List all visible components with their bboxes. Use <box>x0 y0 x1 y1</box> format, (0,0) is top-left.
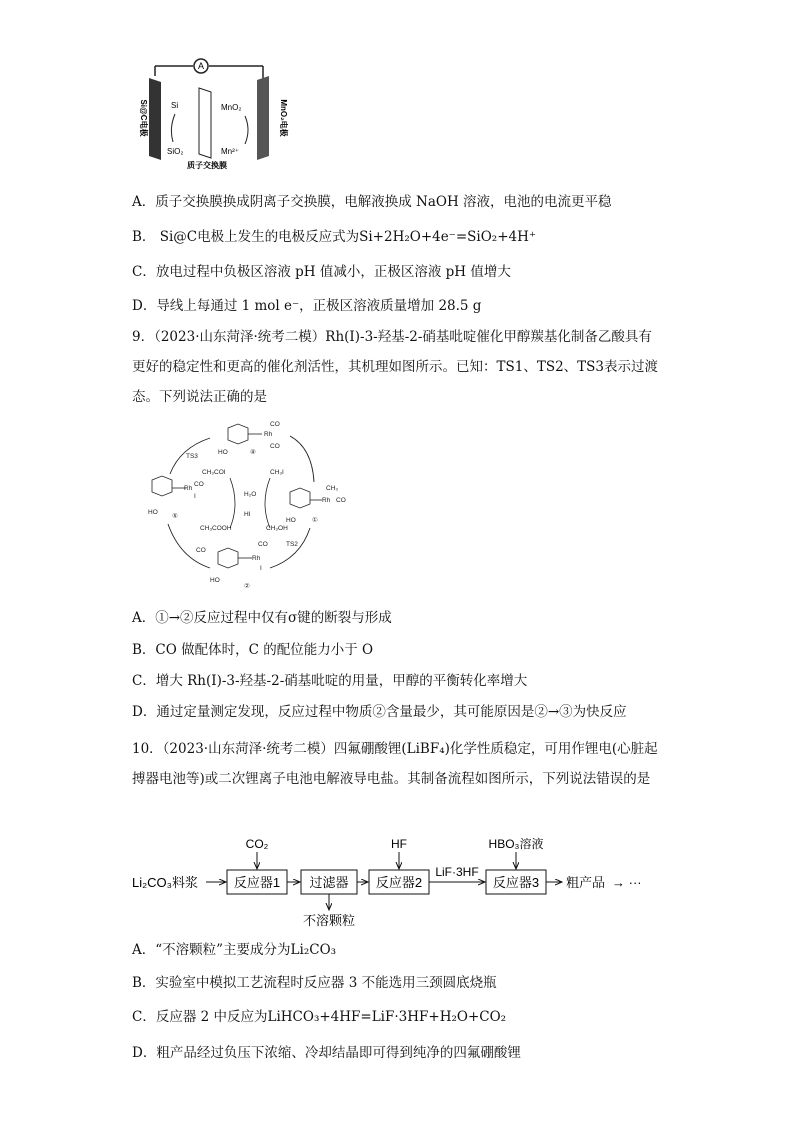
q9-option-c: C．增大 Rh(I)-3-羟基-2-硝基吡啶的用量，甲醇的平衡转化率增大 <box>132 673 528 689</box>
co-cycle-label: CO <box>196 547 206 554</box>
flow-residue: 不溶颗粒 <box>302 913 356 928</box>
ts2-label: TS2 <box>286 541 298 548</box>
q9-option-a: A．①→②反应过程中仅有σ键的断裂与形成 <box>132 610 392 626</box>
q8-option-d: D．导线上每通过 1 mol e⁻，正极区溶液质量增加 28.5 g <box>132 298 482 314</box>
mno2-label: MnO₂ <box>221 103 242 112</box>
n5-label: ⑤ <box>172 513 178 520</box>
q9-option-d: D．通过定量测定发现，反应过程中物质②含量最少，其可能原因是②→③为快反应 <box>132 704 627 720</box>
mn2-label: Mn²⁺ <box>221 147 239 156</box>
co-left: CO <box>194 481 204 488</box>
rh-right: Rh <box>322 497 331 504</box>
right-electrode-label: MnO₂电极 <box>279 99 288 137</box>
flow-co2: CO₂ <box>245 837 269 851</box>
ch3oh-label: CH₃OH <box>266 525 288 532</box>
ho-right: HO <box>286 517 296 524</box>
q10-stem: 10．（2023·山东菏泽·统考二模）四氟硼酸锂(LiBF₄)化学性质稳定，可用作锂电(心脏起搏器电池等)或二次锂离子电池电解液导电盐。其制备流程如图所示，下列说法错误的是 <box>132 741 658 787</box>
flow-hf: HF <box>391 837 407 851</box>
flow-r1: 反应器1 <box>233 875 281 890</box>
flow-mid: LiF·3HF <box>435 865 479 879</box>
co-top-2: CO <box>270 443 280 450</box>
q8-option-b: B． Si@C电极上发生的电极反应式为Si+2H₂O+4e⁻=SiO₂+4H⁺ <box>132 229 536 245</box>
ch3-right: CH₃ <box>326 485 339 492</box>
flow-diagram <box>130 830 670 930</box>
mechanism-diagram <box>140 418 360 596</box>
membrane-label: 质子交换膜 <box>187 161 227 170</box>
q9-stem: 9．（2023·山东菏泽·统考二模）Rh(I)-3-羟基-2-硝基吡啶催化甲醇羰基化制备乙酸具有更好的稳定性和更高的催化剂活性，其机理如图所示。已知：TS1、TS2、TS3表示过渡态。下列说法正确的是 <box>132 329 659 405</box>
battery-diagram <box>135 58 295 170</box>
q10-option-b: B．实验室中模拟工艺流程时反应器 3 不能选用三颈圆底烧瓶 <box>132 975 497 991</box>
q10-option-a: A．“不溶颗粒”主要成分为Li₂CO₃ <box>132 942 337 958</box>
h2o-label: H₂O <box>244 491 257 498</box>
co-top-1: CO <box>270 421 280 428</box>
n4-label: ④ <box>250 449 256 456</box>
flow-r2: 反应器2 <box>375 875 423 890</box>
rh-bottom: Rh <box>252 555 261 562</box>
flow-ellipsis: → ··· <box>612 875 642 890</box>
i-bottom: I <box>260 565 262 572</box>
q8-option-a: A．质子交换膜换成阴离子交换膜，电解液换成 NaOH 溶液，电池的电流更平稳 <box>132 194 612 210</box>
ho-bottom: HO <box>210 577 220 584</box>
rh-left: Rh <box>184 485 193 492</box>
co-bottom: CO <box>258 541 268 548</box>
flow-filter: 过滤器 <box>309 875 349 890</box>
flow-product: 粗产品 <box>566 875 606 890</box>
q9-option-b: B．CO 做配体时，C 的配位能力小于 O <box>132 642 374 658</box>
ho-top: HO <box>218 449 228 456</box>
q8-option-c: C．放电过程中负极区溶液 pH 值减小，正极区溶液 pH 值增大 <box>132 264 511 280</box>
left-electrode-label: Si@C电极 <box>139 99 148 137</box>
co-right: CO <box>336 497 346 504</box>
rh-top: Rh <box>264 431 273 438</box>
i-left: I <box>194 493 196 500</box>
ho-left: HO <box>148 509 158 516</box>
ch3cooi-label: CH₃COI <box>202 469 226 476</box>
si-label: Si <box>171 101 179 110</box>
ammeter-label: A <box>197 61 205 71</box>
ch3cooh-label: CH₃COOH <box>200 525 232 532</box>
hi-label: HI <box>244 511 251 518</box>
sio2-label: SiO₂ <box>167 147 184 156</box>
ts3-label: TS3 <box>186 453 198 460</box>
q10-option-c: C．反应器 2 中反应为LiHCO₃+4HF=LiF·3HF+H₂O+CO₂ <box>132 1009 507 1025</box>
flow-r3: 反应器3 <box>492 875 540 890</box>
q10-option-d: D．粗产品经过负压下浓缩、冷却结晶即可得到纯净的四氟硼酸锂 <box>132 1045 521 1061</box>
flow-hbo3: HBO₃溶液 <box>488 837 544 851</box>
n1-label: ① <box>312 517 318 524</box>
ch3i-label: CH₃I <box>270 469 284 476</box>
n2-label: ② <box>244 583 250 590</box>
flow-start: Li₂CO₃料浆 <box>132 875 198 890</box>
